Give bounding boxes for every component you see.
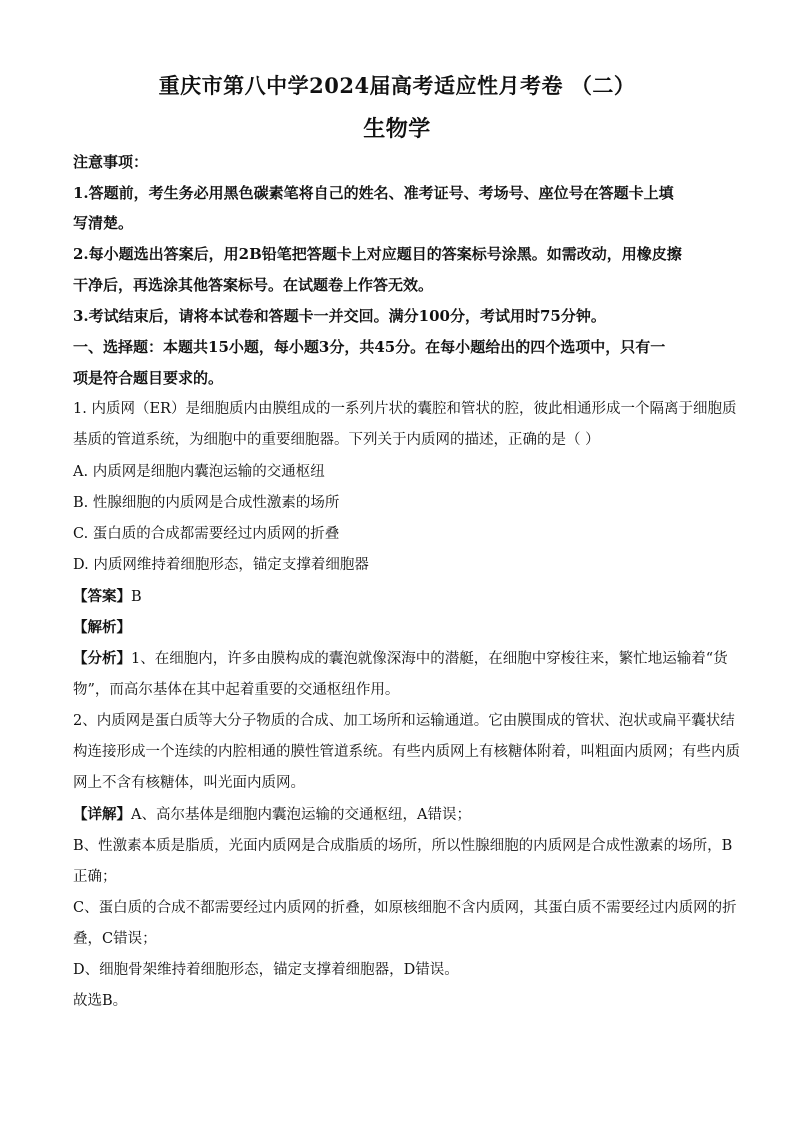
analysis-xj-text-1: A、高尔基体是细胞内囊泡运输的交通枢纽，A错误； [131, 807, 471, 823]
section-heading-line-1: 一、选择题：本题共15小题，每小题3分，共45分。在每小题给出的四个选项中，只有一 [73, 338, 666, 356]
section-heading-line-2: 项是符合题目要求的。 [73, 369, 224, 387]
note-3: 3.考试结束后，请将本试卷和答题卡一并交回。满分100分，考试用时75分钟。 [73, 307, 606, 325]
analysis-fx-line-3: 2、内质网是蛋白质等大分子物质的合成、加工场所和运输通道。它由膜围成的管状、泡状或扁平囊状结 [73, 713, 735, 729]
analysis-xj-line-1 [73, 805, 723, 825]
question-stem-line-2: 基质的管道系统，为细胞中的重要细胞器。下列关于内质网的描述，正确的是（ ） [73, 432, 600, 448]
option-d: D. 内质网维持着细胞形态，锚定支撑着细胞器 [73, 557, 369, 573]
note-2-line-2: 干净后，再选涂其他答案标号。在试题卷上作答无效。 [73, 276, 434, 294]
notes-heading: 注意事项： [73, 153, 149, 171]
analysis-conclusion: 故选B。 [73, 993, 128, 1009]
note-1-line-2: 写清楚。 [73, 214, 134, 232]
analysis-fx-line-5: 网上不含有核糖体，叫光面内质网。 [73, 775, 305, 791]
exam-title: 重庆市第八中学2024届高考适应性月考卷 （二） [158, 73, 636, 98]
analysis-label: 【解析】 [73, 619, 131, 636]
analysis-xj-label: 【详解】 [73, 806, 131, 823]
analysis-xj-line-6: D、细胞骨架维持着细胞形态，锚定支撑着细胞器，D错误。 [73, 962, 459, 978]
option-c: C. 蛋白质的合成都需要经过内质网的折叠 [73, 526, 340, 542]
analysis-xj-line-2: B、性激素本质是脂质，光面内质网是合成脂质的场所，所以性腺细胞的内质网是合成性激素的场所，B [73, 838, 733, 854]
analysis-fx-line-4: 构连接形成一个连续的内腔相通的膜性管道系统。有些内质网上有核糖体附着，叫粗面内质网；有些内质 [73, 744, 740, 760]
note-2-line-1: 2.每小题选出答案后，用2B铅笔把答题卡上对应题目的答案标号涂黑。如需改动，用橡皮擦 [73, 245, 682, 263]
answer-value: B [131, 589, 142, 605]
analysis-xj-line-5: 叠，C错误； [73, 931, 157, 947]
analysis-fx-text-1: 1、在细胞内，许多由膜构成的囊泡就像深海中的潜艇，在细胞中穿梭往来，繁忙地运输着“货 [131, 651, 728, 667]
question-stem-line-1: 1. 内质网（ER）是细胞质内由膜组成的一系列片状的囊腔和管状的腔，彼此相通形成一个隔离于细胞质 [73, 401, 737, 417]
answer-label: 【答案】 [73, 588, 131, 605]
analysis-fx-label: 【分析】 [73, 650, 131, 667]
note-1-line-1: 1.答题前，考生务必用黑色碳素笔将自己的姓名、准考证号、考场号、座位号在答题卡上填 [73, 184, 674, 202]
option-b: B. 性腺细胞的内质网是合成性激素的场所 [73, 495, 340, 511]
analysis-fx-line-2: 物”，而高尔基体在其中起着重要的交通枢纽作用。 [73, 682, 400, 698]
answer-line [73, 587, 723, 607]
subject-title: 生物学 [363, 116, 431, 142]
analysis-fx-line-1 [73, 649, 728, 669]
analysis-xj-line-3: 正确； [73, 869, 117, 885]
analysis-xj-line-4: C、蛋白质的合成不都需要经过内质网的折叠，如原核细胞不含内质网，其蛋白质不需要经过内质网的折 [73, 900, 737, 916]
option-a: A. 内质网是细胞内囊泡运输的交通枢纽 [73, 464, 325, 480]
